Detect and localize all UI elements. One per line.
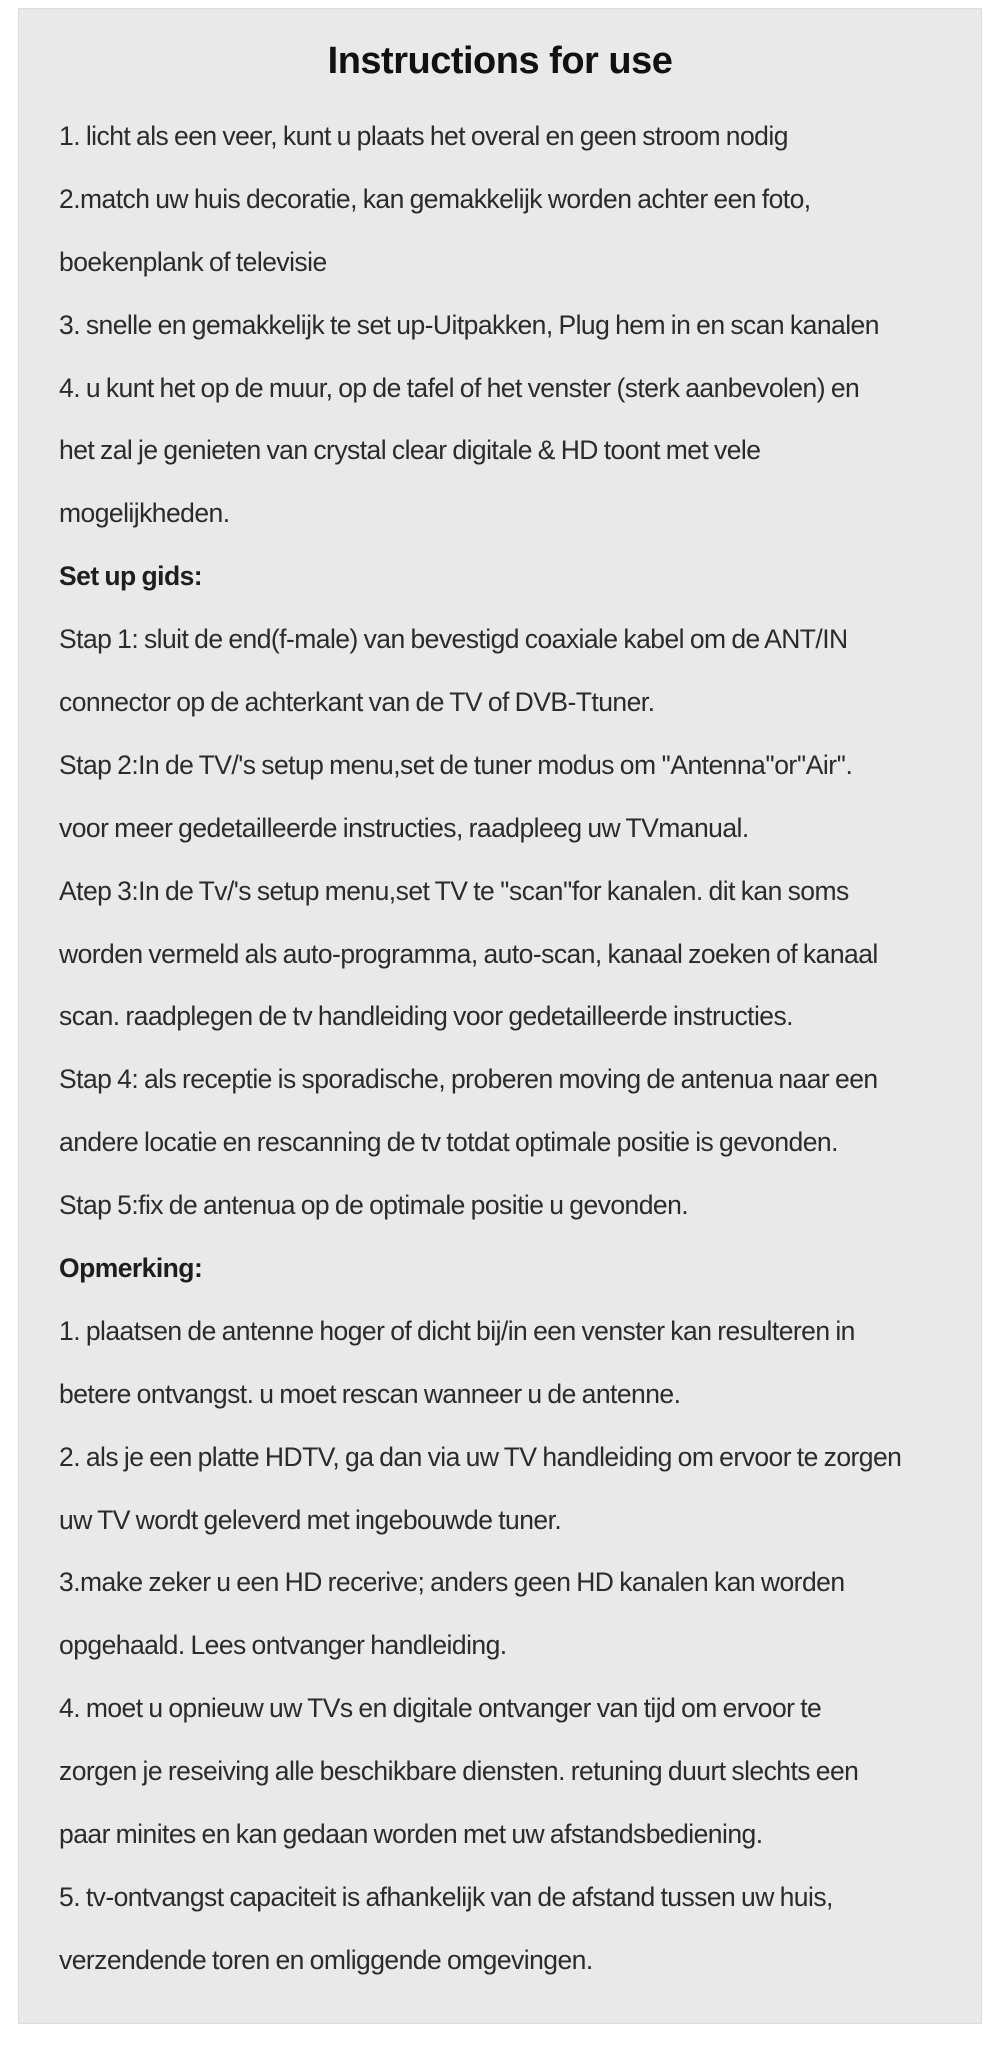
text-line: Stap 2:In de TV/'s setup menu,set de tuner modus om ''Antenna''or''Air''. [59,749,853,780]
text-line: 4. u kunt het op de muur, op de tafel of het venster (sterk aanbevolen) en [59,372,860,403]
text-line: 3.make zeker u een HD recerive; anders geen HD kanalen kan worden [59,1567,845,1598]
text-line: zorgen je reseiving alle beschikbare diensten. retuning duurt slechts een [59,1756,859,1787]
text-line: Stap 1: sluit de end(f-male) van bevestigd coaxiale kabel om de ANT/IN [59,624,848,655]
text-line: voor meer gedetailleerde instructies, raadpleeg uw TVmanual. [59,812,749,843]
text-line: Stap 5:fix de antenua op de optimale positie u gevonden. [59,1190,689,1221]
text-line: scan. raadplegen de tv handleiding voor gedetailleerde instructies. [59,1001,793,1032]
instructions-panel [18,8,982,2024]
text-line: 4. moet u opnieuw uw TVs en digitale ontvanger van tijd om ervoor te [59,1693,822,1724]
text-line: uw TV wordt geleverd met ingebouwde tuner. [59,1504,562,1535]
instructions-body [59,105,969,1992]
text-line: mogelijkheden. [59,498,230,529]
text-line: worden vermeld als auto-programma, auto-scan, kanaal zoeken of kanaal [59,938,878,969]
text-line: connector op de achterkant van de TV of DVB-Ttuner. [59,687,655,718]
text-line: Atep 3:In de Tv/'s setup menu,set TV te ''scan''for kanalen. dit kan soms [59,875,849,906]
text-line: 1. licht als een veer, kunt u plaats het overal en geen stroom nodig [59,121,788,151]
text-line: verzendende toren en omliggende omgevingen. [59,1944,593,1975]
text-line: betere ontvangst. u moet rescan wanneer u de antenne. [59,1378,681,1409]
text-line: paar minites en kan gedaan worden met uw afstandsbediening. [59,1819,763,1850]
text-line: 2.match uw huis decoratie, kan gemakkelijk worden achter een foto, [59,183,811,214]
text-line: het zal je genieten van crystal clear digitale & HD toont met vele [59,435,761,466]
page-title: Instructions for use [327,40,673,82]
text-line: andere locatie en rescanning de tv totdat optimale positie is gevonden. [59,1127,838,1158]
text-line: opgehaald. Lees ontvanger handleiding. [59,1630,507,1661]
text-line: 1. plaatsen de antenne hoger of dicht bij/in een venster kan resulteren in [59,1315,855,1346]
text-line: boekenplank of televisie [59,246,327,277]
section-heading-setup: Set up gids: [59,561,203,592]
text-line: 2. als je een platte HDTV, ga dan via uw TV handleiding om ervoor te zorgen [59,1441,902,1472]
text-line: 5. tv-ontvangst capaciteit is afhankelijk van de afstand tussen uw huis, [59,1881,833,1912]
text-line: 3. snelle en gemakkelijk te set up-Uitpakken, Plug hem in en scan kanalen [59,309,879,340]
text-line: Stap 4: als receptie is sporadische, proberen moving de antenua naar een [59,1064,878,1095]
section-heading-remarks: Opmerking: [59,1253,203,1284]
